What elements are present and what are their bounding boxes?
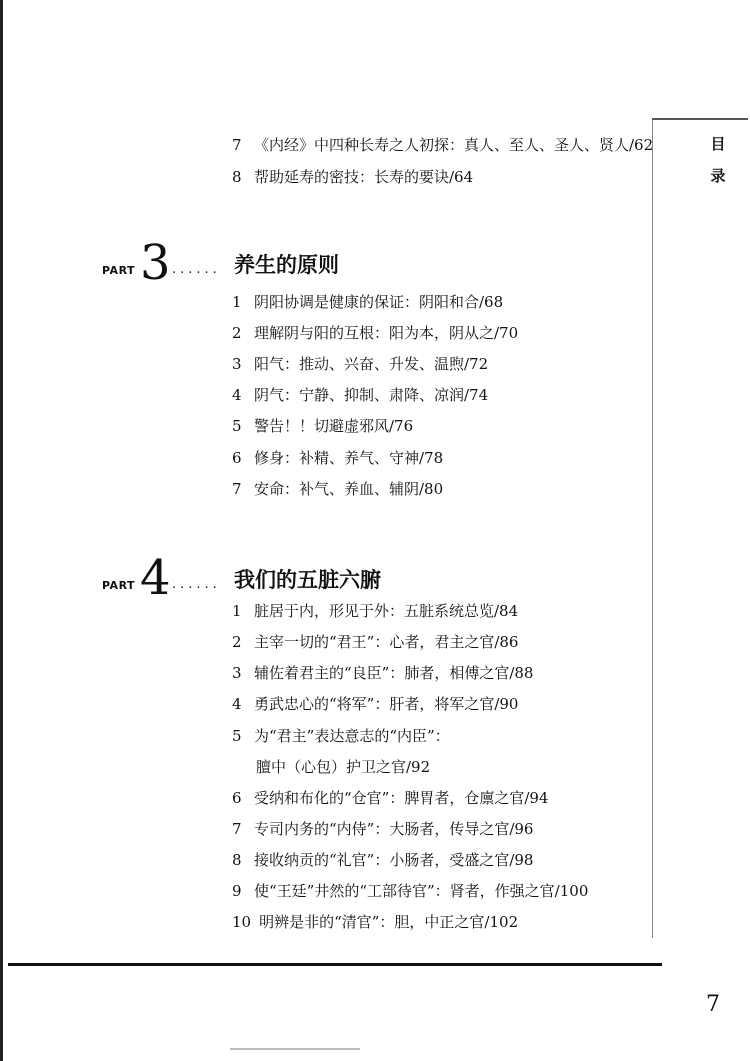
- entry-text: 帮助延寿的密技：长寿的要诀/64: [254, 168, 474, 186]
- part-title: 我们的五脏六腑: [234, 568, 381, 592]
- entry-number: 8: [232, 168, 242, 186]
- entry-number: 9: [232, 882, 242, 900]
- entry-text: 主宰一切的“君王”：心者，君主之官/86: [254, 633, 519, 651]
- part-number: 3: [140, 235, 171, 291]
- entry-number: 5: [232, 417, 242, 435]
- entry-number: 5: [232, 727, 242, 745]
- toc-entry[interactable]: [232, 912, 518, 932]
- toc-entry[interactable]: [232, 292, 503, 312]
- entry-text: 受纳和布化的“仓官”：脾胃者，仓廪之官/94: [254, 789, 549, 807]
- entry-text: 修身：补精、养气、守神/78: [254, 449, 444, 467]
- part-label: PART: [102, 264, 136, 277]
- leader-dots: ......: [172, 577, 221, 592]
- entry-text: 使“王廷”井然的“工部待官”：肾者，作强之官/100: [254, 882, 589, 900]
- entry-number: 6: [232, 789, 242, 807]
- part-4-heading[interactable]: [102, 548, 442, 606]
- entry-number: 4: [232, 695, 242, 713]
- entry-number: 1: [232, 602, 242, 620]
- entry-number: 1: [232, 293, 242, 311]
- entry-text: 理解阴与阳的互根：阳为本，阴从之/70: [254, 324, 519, 342]
- entry-number: 3: [232, 355, 242, 373]
- side-tab-contents: [703, 128, 733, 192]
- toc-entry[interactable]: [232, 850, 533, 870]
- side-divider-line: [652, 118, 653, 938]
- part-title: 养生的原则: [234, 253, 339, 277]
- part-3-heading[interactable]: [102, 233, 402, 291]
- entry-text: 警告！！切避虚邪风/76: [254, 417, 414, 435]
- toc-entry[interactable]: [232, 323, 518, 343]
- toc-entry[interactable]: [232, 135, 653, 155]
- entry-text: 专司内务的“内侍”：大肠者，传导之官/96: [254, 820, 534, 838]
- footer-rule: [8, 963, 662, 966]
- side-tab-char: 录: [710, 167, 726, 185]
- entry-text: 为“君主”表达意志的“内臣”：: [254, 727, 450, 745]
- entry-text: 明辨是非的“清官”：胆，中正之官/102: [259, 913, 519, 931]
- entry-text: 勇武忠心的“将军”：肝者，将军之官/90: [254, 695, 519, 713]
- entry-number: 2: [232, 324, 242, 342]
- leader-dots: ......: [172, 262, 221, 277]
- entry-number: 2: [232, 633, 242, 651]
- entry-text: 安命：补气、养血、辅阴/80: [254, 480, 444, 498]
- entry-number: 4: [232, 386, 242, 404]
- toc-entry[interactable]: [232, 632, 518, 652]
- page-number: 7: [706, 992, 720, 1017]
- side-tab-rule: [652, 118, 748, 120]
- toc-entry[interactable]: [232, 479, 443, 499]
- part-label: PART: [102, 579, 136, 592]
- scan-artifact: [230, 1048, 360, 1050]
- entry-number: 10: [232, 913, 252, 931]
- toc-entry[interactable]: [232, 416, 413, 436]
- entry-number: 8: [232, 851, 242, 869]
- toc-entry[interactable]: [232, 385, 488, 405]
- entry-number: 3: [232, 664, 242, 682]
- entry-text: 辅佐着君主的“良臣”：肺者，相傅之官/88: [254, 664, 534, 682]
- entry-text: 《内经》中四种长寿之人初探：真人、至人、圣人、贤人/62: [254, 136, 654, 154]
- toc-entry[interactable]: [232, 448, 443, 468]
- entry-text: 接收纳贡的“礼官”：小肠者，受盛之官/98: [254, 851, 534, 869]
- toc-entry[interactable]: [232, 788, 548, 808]
- toc-entry[interactable]: [232, 881, 588, 901]
- toc-entry-continuation[interactable]: [256, 757, 430, 777]
- entry-number: 7: [232, 136, 242, 154]
- toc-entry[interactable]: [232, 726, 450, 746]
- entry-number: 7: [232, 480, 242, 498]
- page-left-edge: [0, 0, 3, 1061]
- toc-entry[interactable]: [232, 694, 518, 714]
- toc-entry[interactable]: [232, 167, 473, 187]
- toc-entry[interactable]: [232, 663, 533, 683]
- entry-number: 6: [232, 449, 242, 467]
- entry-text: 阴气：宁静、抑制、肃降、凉润/74: [254, 386, 489, 404]
- entry-number: 7: [232, 820, 242, 838]
- entry-text: 阳气：推动、兴奋、升发、温煦/72: [254, 355, 489, 373]
- toc-entry[interactable]: [232, 819, 533, 839]
- entry-text: 膻中（心包）护卫之官/92: [256, 758, 431, 776]
- part-number: 4: [140, 550, 171, 606]
- entry-text: 阴阳协调是健康的保证：阴阳和合/68: [254, 293, 504, 311]
- entry-text: 脏居于内，形见于外：五脏系统总览/84: [254, 602, 519, 620]
- toc-entry[interactable]: [232, 601, 518, 621]
- side-tab-char: 目: [710, 135, 726, 153]
- toc-entry[interactable]: [232, 354, 488, 374]
